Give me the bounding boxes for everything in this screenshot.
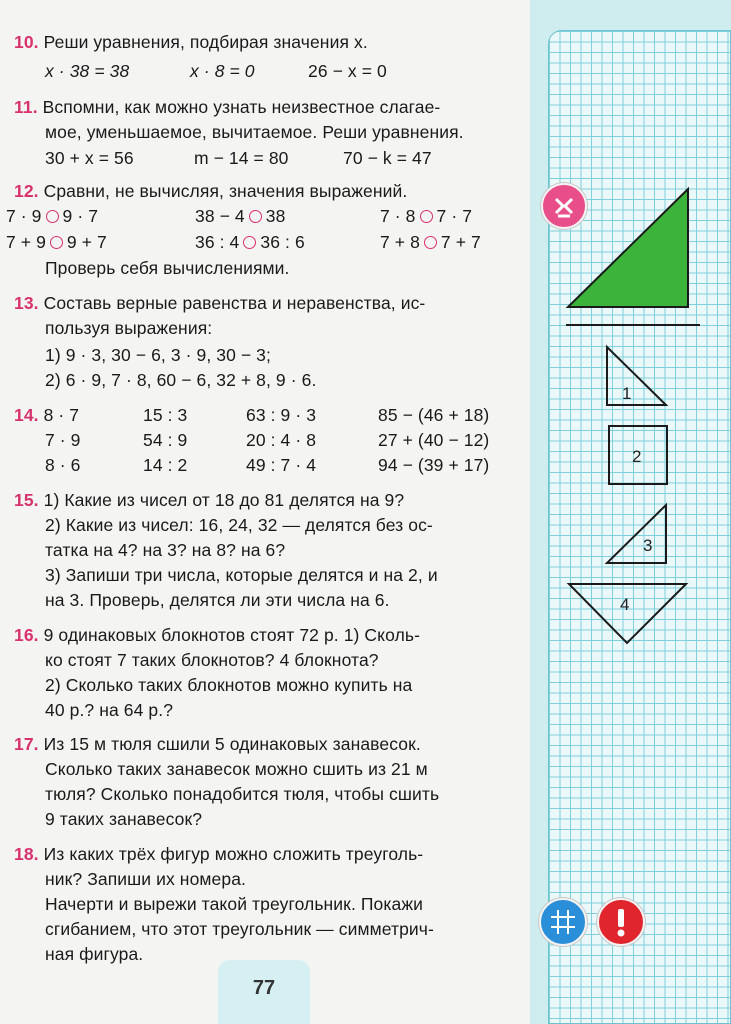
compare-circle: [249, 210, 262, 223]
expression: 63 : 9 · 3: [246, 405, 317, 425]
task-text: пользуя выражения:: [45, 318, 213, 338]
comparison: 7 + 8 7 + 7: [380, 232, 481, 252]
task-text: Начерти и вырежи такой треугольник. Покажи: [45, 894, 424, 914]
task-text: Из каких трёх фигур можно сложить треуголь-: [43, 844, 424, 864]
compare-circle: [420, 210, 433, 223]
comparison: 7 + 9 9 + 7: [6, 232, 107, 252]
task-text: сгибанием, что этот треугольник — симметрич-: [45, 919, 434, 939]
expression-list: 1) 9 · 3, 30 − 6, 3 · 9, 30 − 3;: [45, 345, 271, 365]
shape-4-label: 4: [620, 595, 630, 614]
expression: 15 : 3: [143, 405, 188, 425]
task-10-header: [14, 31, 368, 53]
page-number: 77: [218, 960, 310, 1024]
task-16-line: [14, 624, 420, 646]
task-text: 9 одинаковых блокнотов стоят 72 р. 1) Сколь-: [43, 625, 421, 645]
task-text: Из 15 м тюля сшили 5 одинаковых занавесок.: [43, 734, 421, 754]
task-text: тюля? Сколько понадобится тюля, чтобы сшить: [45, 784, 440, 804]
shape-3-triangle: [607, 505, 666, 563]
expression: 7 · 9: [45, 430, 81, 450]
equation: 70 − k = 47: [343, 148, 432, 168]
task-text: Сколько таких занавесок можно сшить из 21 м: [45, 759, 428, 779]
task-text: 2) Сколько таких блокнотов можно купить на: [45, 675, 413, 695]
comparison: 38 − 4 38: [195, 206, 286, 226]
task-text: ник? Запиши их номера.: [45, 869, 246, 889]
task-text: татка на 4? на 3? на 8? на 6?: [45, 540, 286, 560]
comparison: 7 · 8 7 · 7: [380, 206, 473, 226]
task-number: 16.: [14, 625, 39, 645]
comparison: 7 · 9 9 · 7: [6, 206, 99, 226]
expression: 14 : 2: [143, 455, 188, 475]
task-text: ко стоят 7 таких блокнотов? 4 блокнота?: [45, 650, 379, 670]
compare-circle: [424, 236, 437, 249]
task-17-line: [14, 733, 421, 755]
expression: 54 : 9: [143, 430, 188, 450]
task-14-row: 14. 8 · 7: [14, 405, 80, 425]
task-text: мое, уменьшаемое, вычитаемое. Реши уравнения.: [45, 122, 464, 142]
grid-icon: [539, 898, 587, 946]
expression: 8 · 6: [45, 455, 81, 475]
task-13-line: [14, 292, 425, 314]
task-number: 11.: [14, 97, 38, 117]
task-12-header: [14, 180, 407, 202]
task-number: 15.: [14, 490, 39, 510]
task-number: 10.: [14, 32, 39, 52]
comparison: 36 : 4 36 : 6: [195, 232, 305, 252]
shape-2-label: 2: [632, 447, 642, 466]
task-text: на 3. Проверь, делятся ли эти числа на 6.: [45, 590, 390, 610]
task-number: 13.: [14, 293, 39, 313]
shape-3-label: 3: [643, 536, 653, 555]
equation: x · 8 = 0: [190, 61, 255, 81]
task-number: 17.: [14, 734, 39, 754]
task-text: Сравни, не вычисляя, значения выражений.: [43, 181, 408, 201]
equation: m − 14 = 80: [194, 148, 289, 168]
task-text: Проверь себя вычислениями.: [45, 258, 290, 278]
task-18-line: [14, 843, 423, 865]
task-text: 9 таких занавесок?: [45, 809, 203, 829]
task-text: ная фигура.: [45, 944, 144, 964]
expression: 85 − (46 + 18): [378, 405, 490, 425]
compare-circle: [50, 236, 63, 249]
task-number: 18.: [14, 844, 39, 864]
exclamation-icon: [597, 898, 645, 946]
task-text: Вспомни, как можно узнать неизвестное слагае-: [42, 97, 441, 117]
expression: 94 − (39 + 17): [378, 455, 490, 475]
task-11-line: [14, 96, 440, 118]
task-number: 12.: [14, 181, 39, 201]
task-text: Реши уравнения, подбирая значения x.: [43, 32, 368, 52]
shape-1-triangle: [607, 347, 666, 405]
expression: 27 + (40 − 12): [378, 430, 490, 450]
compare-circle: [243, 236, 256, 249]
task-15-line: [14, 489, 404, 511]
equation: 26 − x = 0: [308, 61, 387, 81]
equation: x · 38 = 38: [45, 61, 130, 81]
expression: 49 : 7 · 4: [246, 455, 317, 475]
task-text: 1) Какие из чисел от 18 до 81 делятся на 9?: [43, 490, 405, 510]
task-text: 2) Какие из чисел: 16, 24, 32 — делятся без ос-: [45, 515, 433, 535]
task-text: 3) Запиши три числа, которые делятся и на 2, и: [45, 565, 438, 585]
task-text: Составь верные равенства и неравенства, ис-: [43, 293, 426, 313]
compare-circle: [46, 210, 59, 223]
expression: 20 : 4 · 8: [246, 430, 317, 450]
task-text: 40 р.? на 64 р.?: [45, 700, 174, 720]
expression-list: 2) 6 · 9, 7 · 8, 60 − 6, 32 + 8, 9 · 6.: [45, 370, 317, 390]
compare-icon: [541, 183, 587, 229]
shape-1-label: 1: [622, 384, 632, 403]
equation: 30 + x = 56: [45, 148, 134, 168]
